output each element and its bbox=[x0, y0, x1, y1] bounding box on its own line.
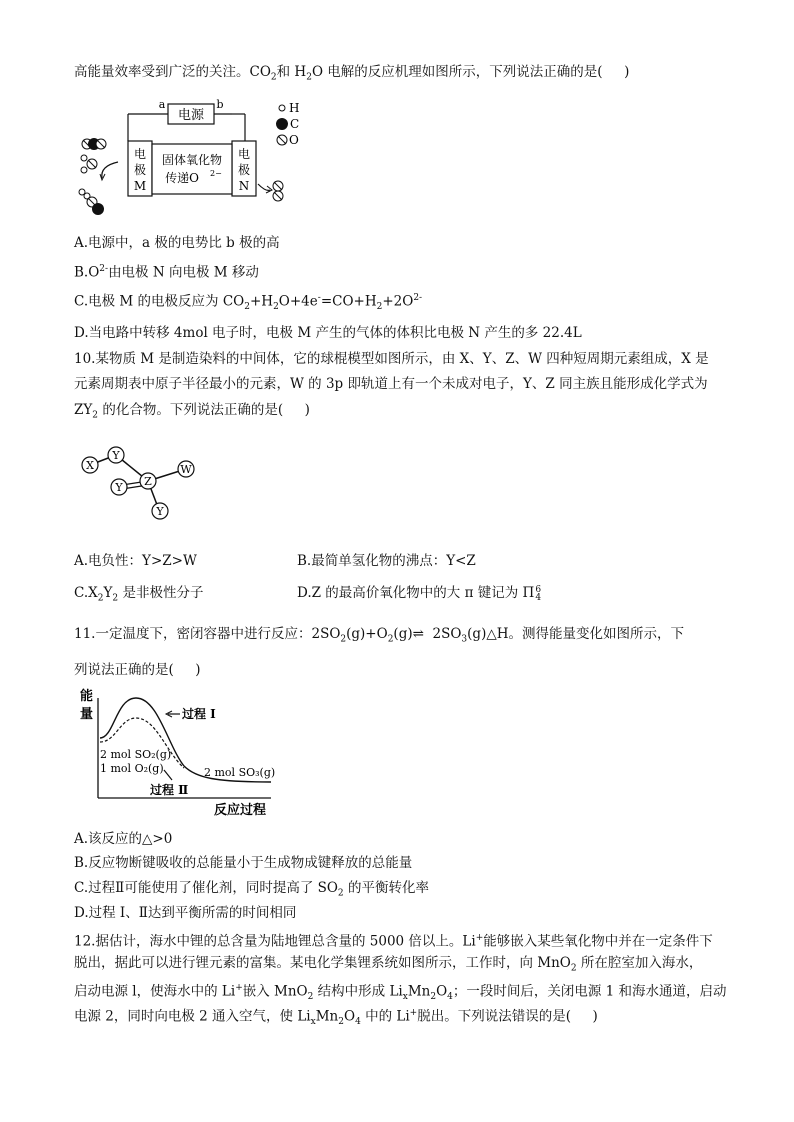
svg-text:电: 电 bbox=[237, 147, 251, 161]
middle-label-sup: 2− bbox=[210, 169, 222, 178]
q11-option-d: D.过程 Ⅰ、Ⅱ达到平衡所需的时间相同 bbox=[74, 905, 297, 921]
q10-option-b: B.最简单氢化物的沸点：Y<Z bbox=[297, 553, 476, 569]
q12-stem-line1: 12.据估计，海水中锂的总含量为陆地锂总含量的 5000 倍以上。Li+能够嵌入某些氧化物中并在一定条件下 bbox=[74, 933, 713, 950]
q9-option-d: D.当电路中转移 4mol 电子时，电极 M 产生的气体的体积比电极 N 产生的多 22.4L bbox=[74, 325, 582, 341]
q11-stem-line1: 11.一定温度下，密闭容器中进行反应：$2SO_2(g)+O_2(g)\rightleftharpoons$ $2SO_3(g)\triangle H$。测得能量变化如图所示，下 bbox=[74, 626, 684, 645]
terminal-a: a bbox=[158, 98, 166, 111]
atom-z bbox=[140, 473, 156, 489]
atom-y-bottom bbox=[152, 503, 168, 519]
q10-stem-line1: 10.某物质 M 是制造染料的中间体，它的球棍模型如图所示，由 X、Y、Z、W 四种短周期元素组成，X 是 bbox=[74, 351, 709, 367]
terminal-b: b bbox=[216, 98, 224, 111]
svg-text:Z: Z bbox=[144, 475, 152, 488]
y-axis-label-2: 量 bbox=[80, 707, 94, 722]
svg-text:X: X bbox=[86, 459, 94, 472]
q11-stem-line2: 列说法正确的是( ) bbox=[74, 662, 201, 678]
q9-option-b: $B.O^{2-}$由电极 N 向电极 M 移动 bbox=[74, 264, 259, 281]
molecule-co-icon bbox=[87, 197, 104, 215]
q10-ball-stick-model bbox=[76, 440, 216, 530]
q11-option-a: A.该反应的△>0 bbox=[74, 831, 173, 847]
svg-text:C: C bbox=[290, 117, 300, 131]
svg-text:O: O bbox=[289, 133, 299, 147]
atom-y-top bbox=[108, 447, 124, 463]
molecule-co2-icon bbox=[82, 138, 106, 150]
process-2-label: 过程 Ⅱ bbox=[150, 783, 189, 797]
q9-stem: 高能量效率受到广泛的关注。$CO_2$和 $H_2O$ 电解的反应机理如图所示，下列说法正确的是( ) bbox=[74, 64, 630, 83]
q10-option-c: $C.X_2Y_2$ 是非极性分子 bbox=[74, 585, 204, 604]
q12-stem-line2: 脱出，据此可以进行锂元素的富集。某电化学集锂系统如图所示，工作时，向 MnO$_2$ 所在腔室加入海水， bbox=[74, 955, 703, 974]
power-label: 电源 bbox=[177, 108, 205, 123]
svg-text:Y: Y bbox=[112, 449, 120, 462]
atom-y-left bbox=[111, 479, 127, 495]
svg-text:极: 极 bbox=[237, 163, 251, 177]
q10-stem-line2: 元素周期表中原子半径最小的元素，W 的 3p 即轨道上有一个未成对电子，Y、Z 同主族且能形成化学式为 bbox=[74, 376, 708, 392]
q9-option-c: C.电极 M 的电极反应为 $CO_2+H_2O+4e^-=CO+H_2+2O^{2-}$ bbox=[74, 293, 423, 313]
svg-text:极: 极 bbox=[133, 163, 147, 177]
atom-x bbox=[82, 457, 98, 473]
middle-label-1: 固体氧化物 bbox=[161, 153, 223, 167]
product-label: 2 mol SO₃(g) bbox=[204, 766, 276, 779]
q10-stem-line3: $ZY_2$ 的化合物。下列说法正确的是( ) bbox=[74, 402, 310, 421]
x-axis-label: 反应过程 bbox=[214, 803, 267, 818]
middle-label-2: 传递O bbox=[165, 171, 199, 185]
svg-text:Y: Y bbox=[156, 505, 164, 518]
q12-stem-line4: 电源 2，同时向电极 2 通入空气，使 $Li_xMn_2O_4$ 中的 Li+脱出。下列说法错误的是( ) bbox=[74, 1008, 598, 1028]
molecule-o2-icon bbox=[273, 181, 283, 201]
reactant-label-2: 1 mol O₂(g) bbox=[100, 762, 164, 775]
molecule-h2o-icon bbox=[81, 155, 97, 173]
svg-text:W: W bbox=[180, 463, 192, 476]
svg-text:Y: Y bbox=[115, 481, 123, 494]
atom-w bbox=[178, 461, 194, 477]
molecule-h2-icon bbox=[79, 189, 90, 199]
svg-text:M: M bbox=[133, 179, 147, 193]
q10-option-a: A.电负性：Y>Z>W bbox=[74, 553, 197, 569]
svg-text:电: 电 bbox=[133, 147, 147, 161]
q12-stem-line3: 启动电源 l，使海水中的 Li+嵌入 MnO$_2$ 结构中形成 $Li_xMn_2O_4$；一段时间后，关闭电源 1 和海水通道，启动 bbox=[74, 983, 727, 1003]
y-axis-label-1: 能 bbox=[80, 689, 94, 704]
legend-h-icon bbox=[279, 105, 285, 111]
q9-option-a: A.电源中，a 极的电势比 b 极的高 bbox=[74, 235, 280, 251]
svg-text:H: H bbox=[289, 101, 300, 115]
q9-electrolysis-figure bbox=[70, 96, 310, 226]
q10-option-d: D.Z 的最高价氧化物中的大 π 键记为 Π 6 4 bbox=[297, 584, 542, 603]
reactant-label-1: 2 mol SO₂(g) bbox=[100, 748, 172, 761]
q11-option-b: B.反应物断键吸收的总能量小于生成物成键释放的总能量 bbox=[74, 855, 413, 871]
process-1-label: 过程 Ⅰ bbox=[182, 707, 216, 721]
svg-text:N: N bbox=[238, 179, 250, 193]
q11-option-c: C.过程Ⅱ可能使用了催化剂，同时提高了 $SO_2$ 的平衡转化率 bbox=[74, 880, 429, 899]
legend-c-icon bbox=[276, 118, 288, 130]
q11-energy-diagram bbox=[76, 686, 286, 818]
